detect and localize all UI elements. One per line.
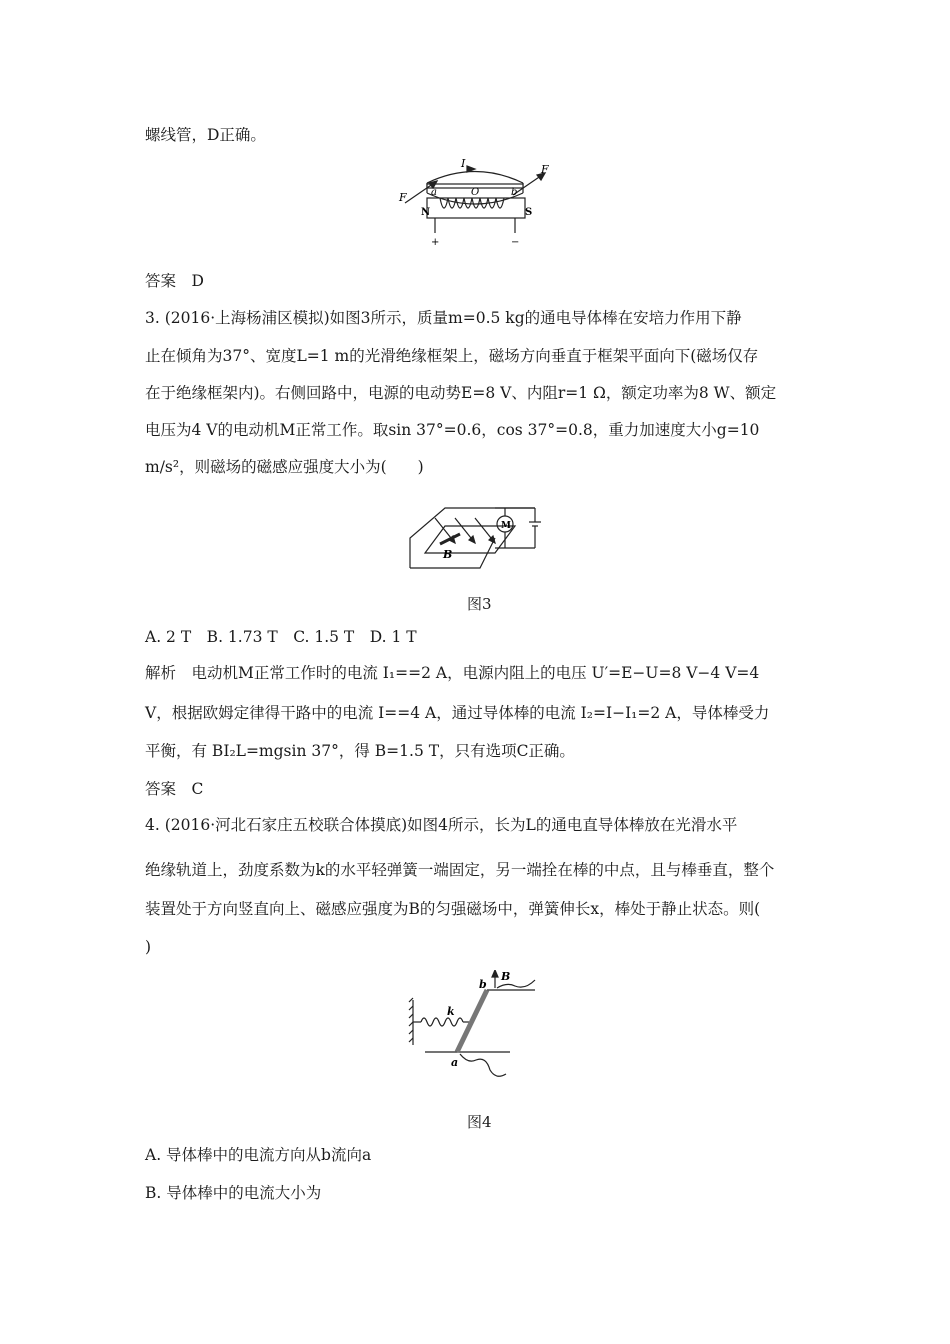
question-line: 装置处于方向竖直向上、磁感应强度为B的匀强磁场中，弹簧伸长x，棒处于静止状态。则(: [145, 900, 761, 918]
label-plus: +: [431, 237, 440, 248]
motor-label: M: [501, 521, 511, 531]
question-line: 止在倾角为37°、宽度L=1 m的光滑绝缘框架上，磁场方向垂直于框架平面向下(磁场仅存: [145, 347, 759, 365]
spring-rod-figure: [405, 970, 545, 1080]
label-a: a: [431, 187, 437, 198]
label-F-left: F: [399, 191, 407, 204]
label-B: B: [501, 970, 511, 983]
question-line: 在于绝缘框架内)。右侧回路中，电源的电动势E=8 V、内阻r=1 Ω，额定功率为8 W、额定: [145, 384, 777, 402]
answer-line: 答案 D: [145, 272, 204, 290]
label-minus: −: [511, 237, 520, 248]
option-line: B. 导体棒中的电流大小为: [145, 1184, 322, 1202]
solenoid-figure: [395, 155, 555, 250]
question-line: 4. (2016·河北石家庄五校联合体摸底)如图4所示，长为L的通电直导体棒放在光滑水平: [145, 816, 738, 834]
label-b: b: [479, 978, 487, 991]
label-N: N: [421, 207, 431, 218]
label-S: S: [525, 207, 533, 218]
question-line: m/s²，则磁场的磁感应强度大小为( ): [145, 458, 424, 476]
figure-caption: 图4: [467, 1113, 492, 1131]
answer-line: 答案 C: [145, 780, 204, 798]
label-B: B: [443, 548, 453, 561]
solution-line: V，根据欧姆定律得干路中的电流 I==4 A，通过导体棒的电流 I₂=I−I₁=2 A，导体棒受力: [145, 704, 770, 722]
label-k: k: [447, 1005, 455, 1018]
label-F-right: F: [541, 163, 549, 176]
question-line: ): [145, 938, 152, 956]
question-line: 3. (2016·上海杨浦区模拟)如图3所示，质量m=0.5 kg的通电导体棒在安培力作用下静: [145, 309, 742, 327]
solution-line: 平衡，有 BI₂L=mgsin 37°，得 B=1.5 T，只有选项C正确。: [145, 742, 575, 760]
text-line: 螺线管，D正确。: [145, 126, 266, 144]
incline-circuit-figure: [405, 498, 555, 578]
figure-caption: 图3: [467, 595, 492, 613]
options-line: A. 2 T B. 1.73 T C. 1.5 T D. 1 T: [145, 628, 417, 646]
question-line: 绝缘轨道上，劲度系数为k的水平轻弹簧一端固定，另一端拴在棒的中点，且与棒垂直，整个: [145, 861, 775, 879]
label-O: O: [471, 187, 480, 198]
label-I: I: [461, 157, 466, 170]
label-a: a: [451, 1056, 459, 1069]
option-line: A. 导体棒中的电流方向从b流向a: [145, 1146, 372, 1164]
question-line: 电压为4 V的电动机M正常工作。取sin 37°=0.6，cos 37°=0.8，重力加速度大小g=10: [145, 421, 760, 439]
label-b: b: [511, 187, 518, 198]
solution-line: 解析 电动机M正常工作时的电流 I₁==2 A，电源内阻上的电压 U′=E−U=8 V−4 V=4: [145, 664, 760, 682]
